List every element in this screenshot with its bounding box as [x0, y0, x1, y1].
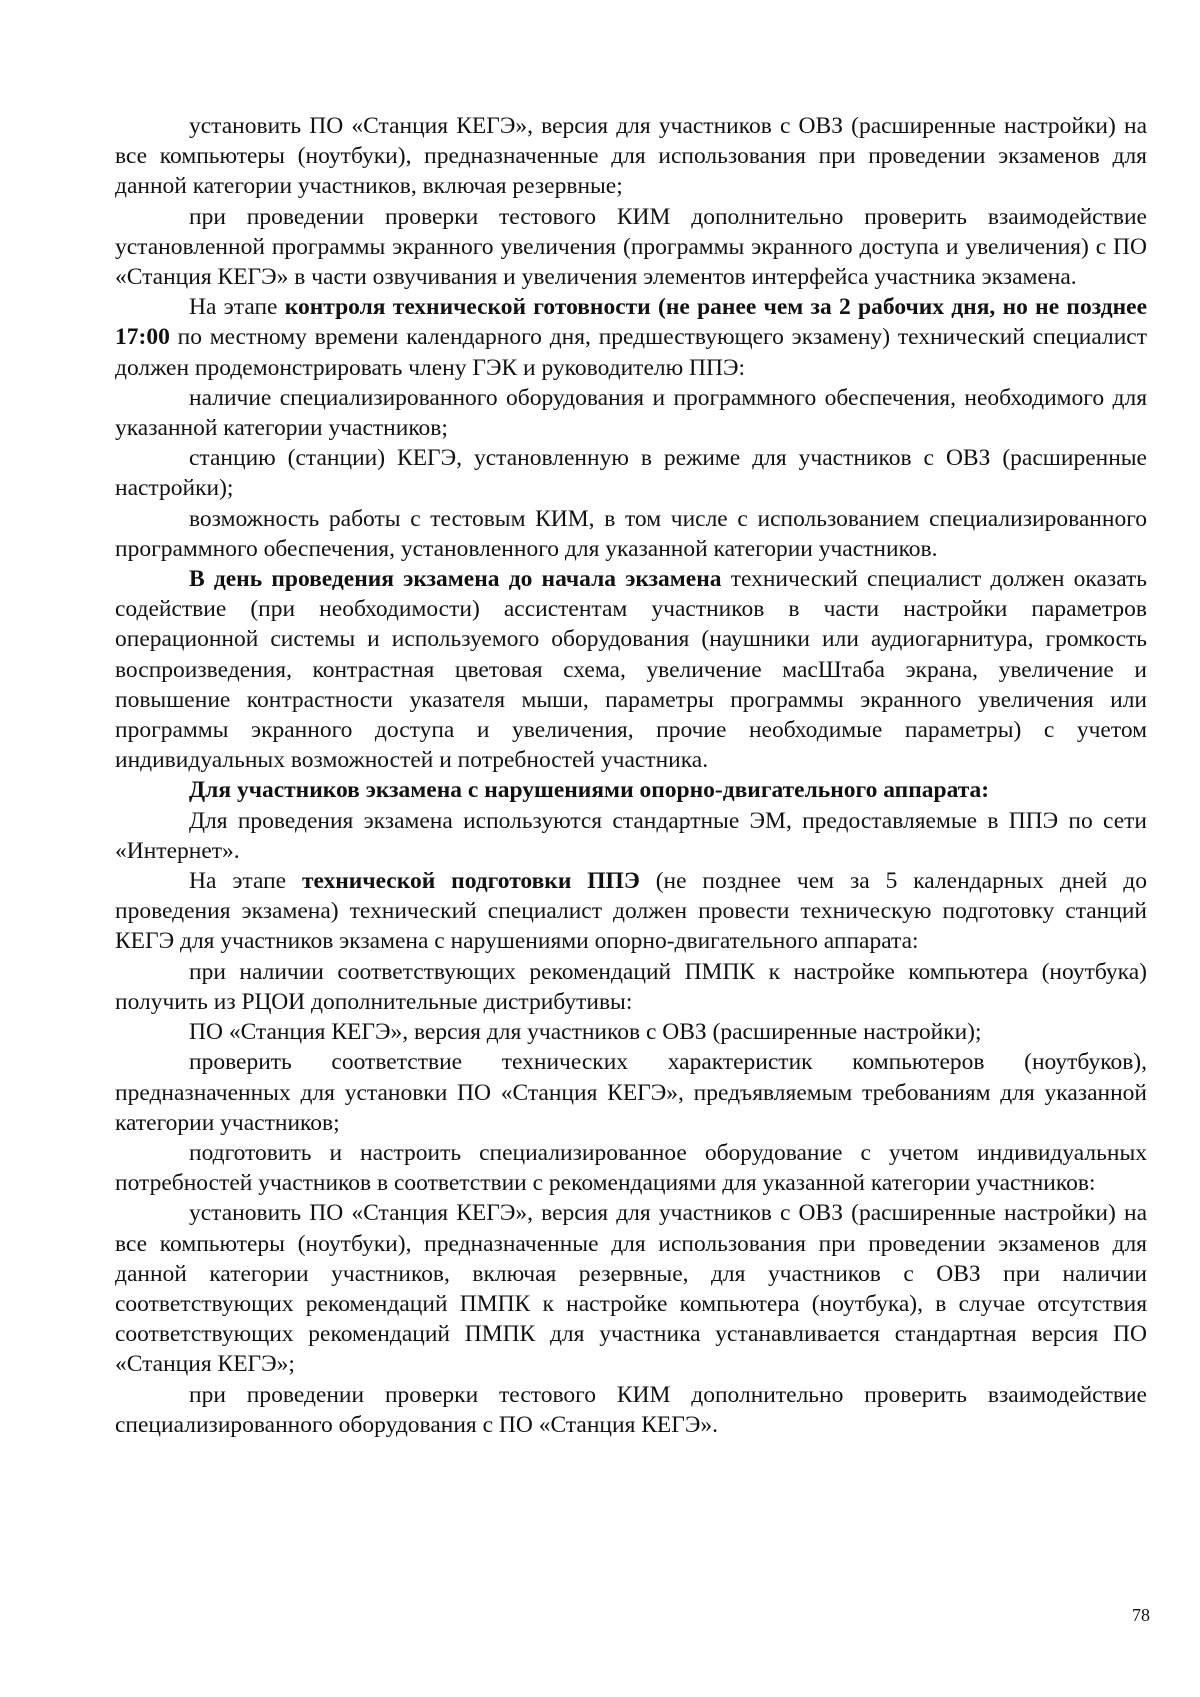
paragraph-text: при наличии соответствующих рекомендаций ПМПК к настройке компьютера (ноутбука) получить из РЦОИ дополнительные дистрибутивы: [115, 958, 1147, 1015]
paragraph-text: подготовить и настроить специализированное оборудование с учетом индивидуальных потребностей участников в соответствии с рекомендациями для указанной категории участников: [115, 1139, 1147, 1197]
paragraph-text: наличие специализированного оборудования и программного обеспечения, необходимого для указанной категории участников; [115, 384, 1147, 442]
paragraph [115, 1198, 1147, 1379]
paragraph-bold-text: контроля технической готовности (не ранее чем за 2 рабочих дня, но не позднее 17:00 [115, 294, 1147, 351]
paragraph [115, 202, 1147, 293]
paragraph [115, 292, 1147, 383]
paragraph-bold-text: технической подготовки ППЭ [302, 868, 640, 895]
paragraph [115, 504, 1147, 564]
paragraph-text: На этапе [189, 868, 302, 895]
page-number: 78 [1132, 1605, 1150, 1625]
paragraph-bold-text: В день проведения экзамена до начала экзамена [189, 566, 722, 593]
paragraph [115, 443, 1147, 503]
section-heading [115, 775, 1147, 805]
paragraph [115, 111, 1147, 202]
paragraph-bold-text: Для участников экзамена с нарушениями опорно-двигательного аппарата: [189, 777, 990, 804]
document-body [115, 111, 1147, 1440]
paragraph [115, 1017, 1147, 1047]
paragraph [115, 866, 1147, 957]
paragraph [115, 1138, 1147, 1198]
paragraph-text: при проведении проверки тестового КИМ дополнительно проверить взаимодействие специализированного оборудования с ПО «Станция КЕГЭ». [115, 1381, 1147, 1438]
paragraph-text: установить ПО «Станция КЕГЭ», версия для участников с ОВЗ (расширенные настройки) на все компьютеры (ноутбуки), предназначенные для использования при проведении экзаменов для данной категории участников, включая резервные; [115, 113, 1147, 200]
paragraph-text: при проведении проверки тестового КИМ дополнительно проверить взаимодействие установленной программы экранного увеличения (программы экранного доступа и увеличения) с ПО «Станция КЕГЭ» в части озвучивания и увеличения элементов интерфейса участника экзамена. [115, 203, 1147, 291]
paragraph [115, 957, 1147, 1017]
paragraph-text: установить ПО «Станция КЕГЭ», версия для участников с ОВЗ (расширенные настройки) на все компьютеры (ноутбуки), предназначенные для использования при проведении экзаменов для данной категории участников, включая резервные, для участников с ОВЗ при наличии соответствующих рекомендаций ПМПК к настройке компьютера (ноутбука), в случае отсутствия соответствующих рекомендаций ПМПК для участника устанавливается стандартная версия ПО «Станция КЕГЭ»; [115, 1200, 1147, 1378]
paragraph-text: ПО «Станция КЕГЭ», версия для участников с ОВЗ (расширенные настройки); [189, 1019, 982, 1046]
paragraph [115, 383, 1147, 443]
paragraph-text: Для проведения экзамена используются стандартные ЭМ, предоставляемые в ППЭ по сети «Интернет». [115, 807, 1147, 864]
paragraph-text: проверить соответствие технических характеристик компьютеров (ноутбуков), предназначенных для установки ПО «Станция КЕГЭ», предъявляемым требованиям для указанной категории участников; [115, 1049, 1147, 1136]
paragraph-text: станцию (станции) КЕГЭ, установленную в режиме для участников с ОВЗ (расширенные настройки); [115, 445, 1147, 502]
paragraph [115, 806, 1147, 866]
paragraph [115, 1047, 1147, 1138]
paragraph-text: На этапе [189, 294, 285, 321]
paragraph-text: технический специалист должен оказать содействие (при необходимости) ассистентам участников в части настройки параметров операционной системы и используемого оборудования (наушники или аудиогарнитура, громкость воспроизведения, контрастная цветовая схема, увеличение масШтаба экрана, увеличение и повышение контрастности указателя мыши, параметры программы экранного увеличения или программы экранного доступа и увеличения, прочие необходимые параметры) с учетом индивидуальных возможностей и потребностей участника. [115, 566, 1148, 774]
paragraph [115, 1380, 1147, 1440]
paragraph [115, 564, 1147, 775]
paragraph-text: возможность работы с тестовым КИМ, в том числе с использованием специализированного программного обеспечения, установленного для указанной категории участников. [115, 505, 1147, 562]
paragraph-text: (не позднее чем за 5 календарных дней до проведения экзамена) технический специалист должен провести техническую подготовку станций КЕГЭ для участников экзамена с нарушениями опорно-двигательного аппарата: [115, 868, 1147, 955]
paragraph-text: по местному времени календарного дня, предшествующего экзамену) технический специалист должен продемонстрировать члену ГЭК и руководителю ППЭ: [115, 324, 1147, 381]
